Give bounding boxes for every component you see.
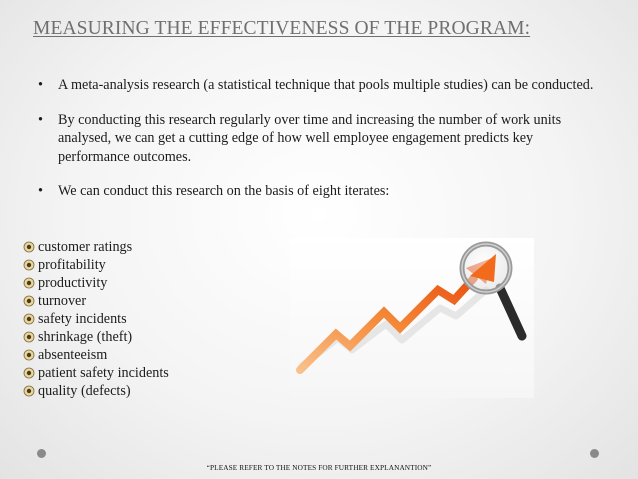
sunflower-bullet-icon xyxy=(23,385,35,397)
sunflower-bullet-icon xyxy=(23,349,35,361)
bullet-item xyxy=(38,111,603,167)
iterate-item xyxy=(23,382,169,400)
bullet-symbol: • xyxy=(38,77,43,93)
sunflower-bullet-icon xyxy=(23,295,35,307)
bullet-text: A meta-analysis research (a statistical technique that pools multiple studies) can be conducted. xyxy=(58,77,594,93)
growth-illustration xyxy=(290,238,534,398)
sunflower-bullet-icon xyxy=(23,367,35,379)
slide-title: MEASURING THE EFFECTIVENESS OF THE PROGRAM: xyxy=(33,18,531,39)
arrow-shadow xyxy=(302,290,486,366)
bullet-item xyxy=(38,182,603,201)
iterate-label: customer ratings xyxy=(38,238,133,255)
iterate-item xyxy=(23,256,169,274)
sunflower-bullet-icon xyxy=(23,259,35,271)
footer-right-dot xyxy=(590,449,599,458)
bullet-list xyxy=(38,76,603,217)
iterate-item xyxy=(23,238,169,256)
footer-note: “PLEASE REFER TO THE NOTES FOR FURTHER EXPLANANTION” xyxy=(206,463,432,472)
growth-arrow-magnifier-icon xyxy=(290,238,534,398)
iterate-label: safety incidents xyxy=(38,310,127,327)
sunflower-bullet-icon xyxy=(23,277,35,289)
iterate-item xyxy=(23,328,169,346)
iterate-item xyxy=(23,364,169,382)
iterate-item xyxy=(23,292,169,310)
iterate-label: absenteeism xyxy=(38,346,108,363)
bullet-symbol: • xyxy=(38,111,43,128)
iterate-item xyxy=(23,274,169,292)
iterate-label: profitability xyxy=(38,256,106,273)
iterate-label: quality (defects) xyxy=(38,382,131,399)
iterate-item xyxy=(23,310,169,328)
iterate-label: productivity xyxy=(38,274,108,291)
iterate-list xyxy=(23,238,169,400)
bullet-text: We can conduct this research on the basis of eight iterates: xyxy=(58,183,390,199)
bullet-text: By conducting this research regularly over time and increasing the number of work units analysed, we can get a cutting edge of how well employee engagement predicts key performance outcomes. xyxy=(58,111,562,165)
iterate-label: patient safety incidents xyxy=(38,364,169,381)
iterate-label: turnover xyxy=(38,292,87,309)
bullet-item xyxy=(38,76,603,95)
iterate-item xyxy=(23,346,169,364)
iterate-label: shrinkage (theft) xyxy=(38,328,133,345)
sunflower-bullet-icon xyxy=(23,331,35,343)
bullet-symbol: • xyxy=(38,183,43,199)
sunflower-bullet-icon xyxy=(23,313,35,325)
sunflower-bullet-icon xyxy=(23,241,35,253)
footer-left-dot xyxy=(37,449,46,458)
